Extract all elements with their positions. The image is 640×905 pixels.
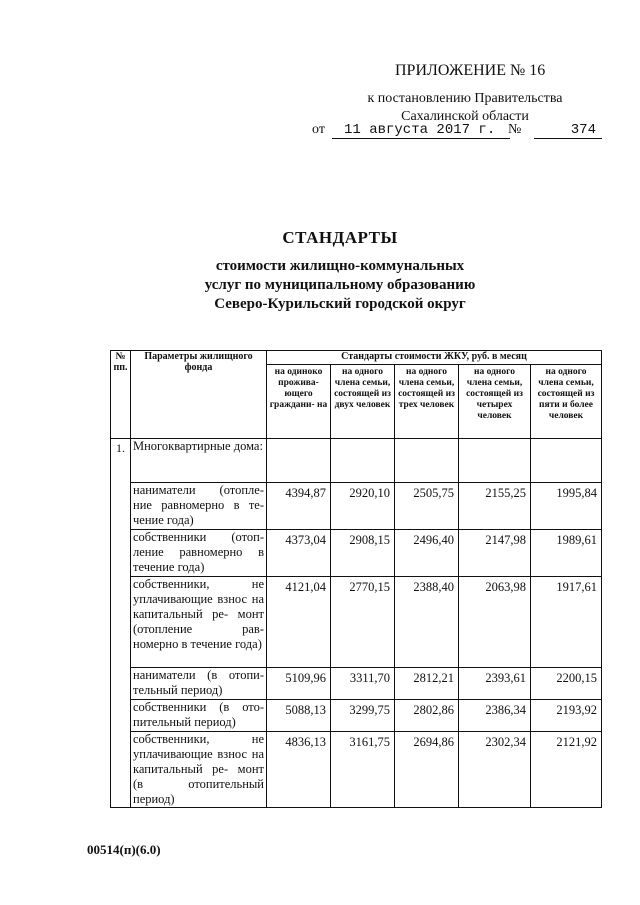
subtitle-line-2: услуг по муниципальному образованию xyxy=(204,277,476,293)
cell-value: 4394,87 xyxy=(267,483,331,530)
cell-value: 2155,25 xyxy=(459,483,531,530)
cell-value: 2770,15 xyxy=(331,577,395,668)
subtitle-line-3: Северо-Курильский городской округ xyxy=(214,296,466,312)
cell-value: 5088,13 xyxy=(267,700,331,732)
standards-table xyxy=(110,350,602,808)
cell-value: 2393,61 xyxy=(459,668,531,700)
decree-line-2: Сахалинской области xyxy=(401,109,529,124)
cell-value: 1995,84 xyxy=(531,483,602,530)
cell-value: 2812,21 xyxy=(395,668,459,700)
row-label: собственники (в ото- пительный период) xyxy=(131,700,267,732)
cell-value: 2200,15 xyxy=(531,668,602,700)
decree-date: 11 августа 2017 г. xyxy=(332,122,510,139)
cell-value: 3161,75 xyxy=(331,732,395,808)
row-label: наниматели (в отопи- тельный период) xyxy=(131,668,267,700)
decree-line-1: к постановлению Правительства xyxy=(367,91,563,106)
cell-value: 2302,34 xyxy=(459,732,531,808)
cell-value: 4373,04 xyxy=(267,530,331,577)
cell-value: 4121,04 xyxy=(267,577,331,668)
cell-value: 2802,86 xyxy=(395,700,459,732)
cell-value: 1989,61 xyxy=(531,530,602,577)
from-label: от xyxy=(312,122,325,137)
header-family-of-five-plus: на одного члена семьи, состоящей из пяти и более человек xyxy=(531,365,602,439)
cell-value: 2063,98 xyxy=(459,577,531,668)
cell-value: 2505,75 xyxy=(395,483,459,530)
header-family-of-three: на одного члена семьи, состоящей из трех человек xyxy=(395,365,459,439)
table-row xyxy=(111,530,602,577)
table-row xyxy=(111,577,602,668)
table-row xyxy=(111,668,602,700)
row-label: собственники (отоп- ление равномерно в течение года) xyxy=(131,530,267,577)
form-code: 00514(п)(6.0) xyxy=(87,842,161,857)
section-label: Многоквартирные дома: xyxy=(131,439,267,483)
row-label: наниматели (отопле- ние равномерно в те- чение года) xyxy=(131,483,267,530)
cell-value: 2496,40 xyxy=(395,530,459,577)
appendix-number: ПРИЛОЖЕНИЕ № 16 xyxy=(395,62,546,79)
table-row xyxy=(111,483,602,530)
header-single-resident: на одиноко прожива- ющего граждани- на xyxy=(267,365,331,439)
decree-number: 374 xyxy=(534,122,602,139)
header-standards-group: Стандарты стоимости ЖКУ, руб. в месяц xyxy=(267,351,602,365)
cell-value: 2908,15 xyxy=(331,530,395,577)
header-number-column: № пп. xyxy=(111,351,131,439)
cell-value: 2121,92 xyxy=(531,732,602,808)
cell-value: 2193,92 xyxy=(531,700,602,732)
cell-value: 1917,61 xyxy=(531,577,602,668)
cell-value: 5109,96 xyxy=(267,668,331,700)
cell-value: 3299,75 xyxy=(331,700,395,732)
row-label: собственники, не уплачивающие взнос на капитальный ре- монт (отопление рав- номерно в течение года) xyxy=(131,577,267,668)
header-family-of-four: на одного члена семьи, состоящей из четырех человек xyxy=(459,365,531,439)
number-label: № xyxy=(508,122,522,137)
cell-value: 2920,10 xyxy=(331,483,395,530)
cell-value: 2386,34 xyxy=(459,700,531,732)
cell-value: 2147,98 xyxy=(459,530,531,577)
decree-reference xyxy=(350,90,580,126)
cell-value: 4836,13 xyxy=(267,732,331,808)
document-title: СТАНДАРТЫ xyxy=(282,228,398,247)
cell-value: 2388,40 xyxy=(395,577,459,668)
section-number: 1. xyxy=(111,439,131,808)
decree-date-line xyxy=(312,122,602,140)
cell-value: 2694,86 xyxy=(395,732,459,808)
header-parameters-column: Параметры жилищного фонда xyxy=(131,351,267,439)
row-label: собственники, не уплачивающие взнос на капитальный ре- монт (в отопительный период) xyxy=(131,732,267,808)
cell-value: 3311,70 xyxy=(331,668,395,700)
header-family-of-two: на одного члена семьи, состоящей из двух человек xyxy=(331,365,395,439)
document-subtitle xyxy=(170,257,510,314)
subtitle-line-1: стоимости жилищно-коммунальных xyxy=(215,258,465,274)
table-row xyxy=(111,732,602,808)
table-row xyxy=(111,700,602,732)
table-row-section xyxy=(111,439,602,483)
